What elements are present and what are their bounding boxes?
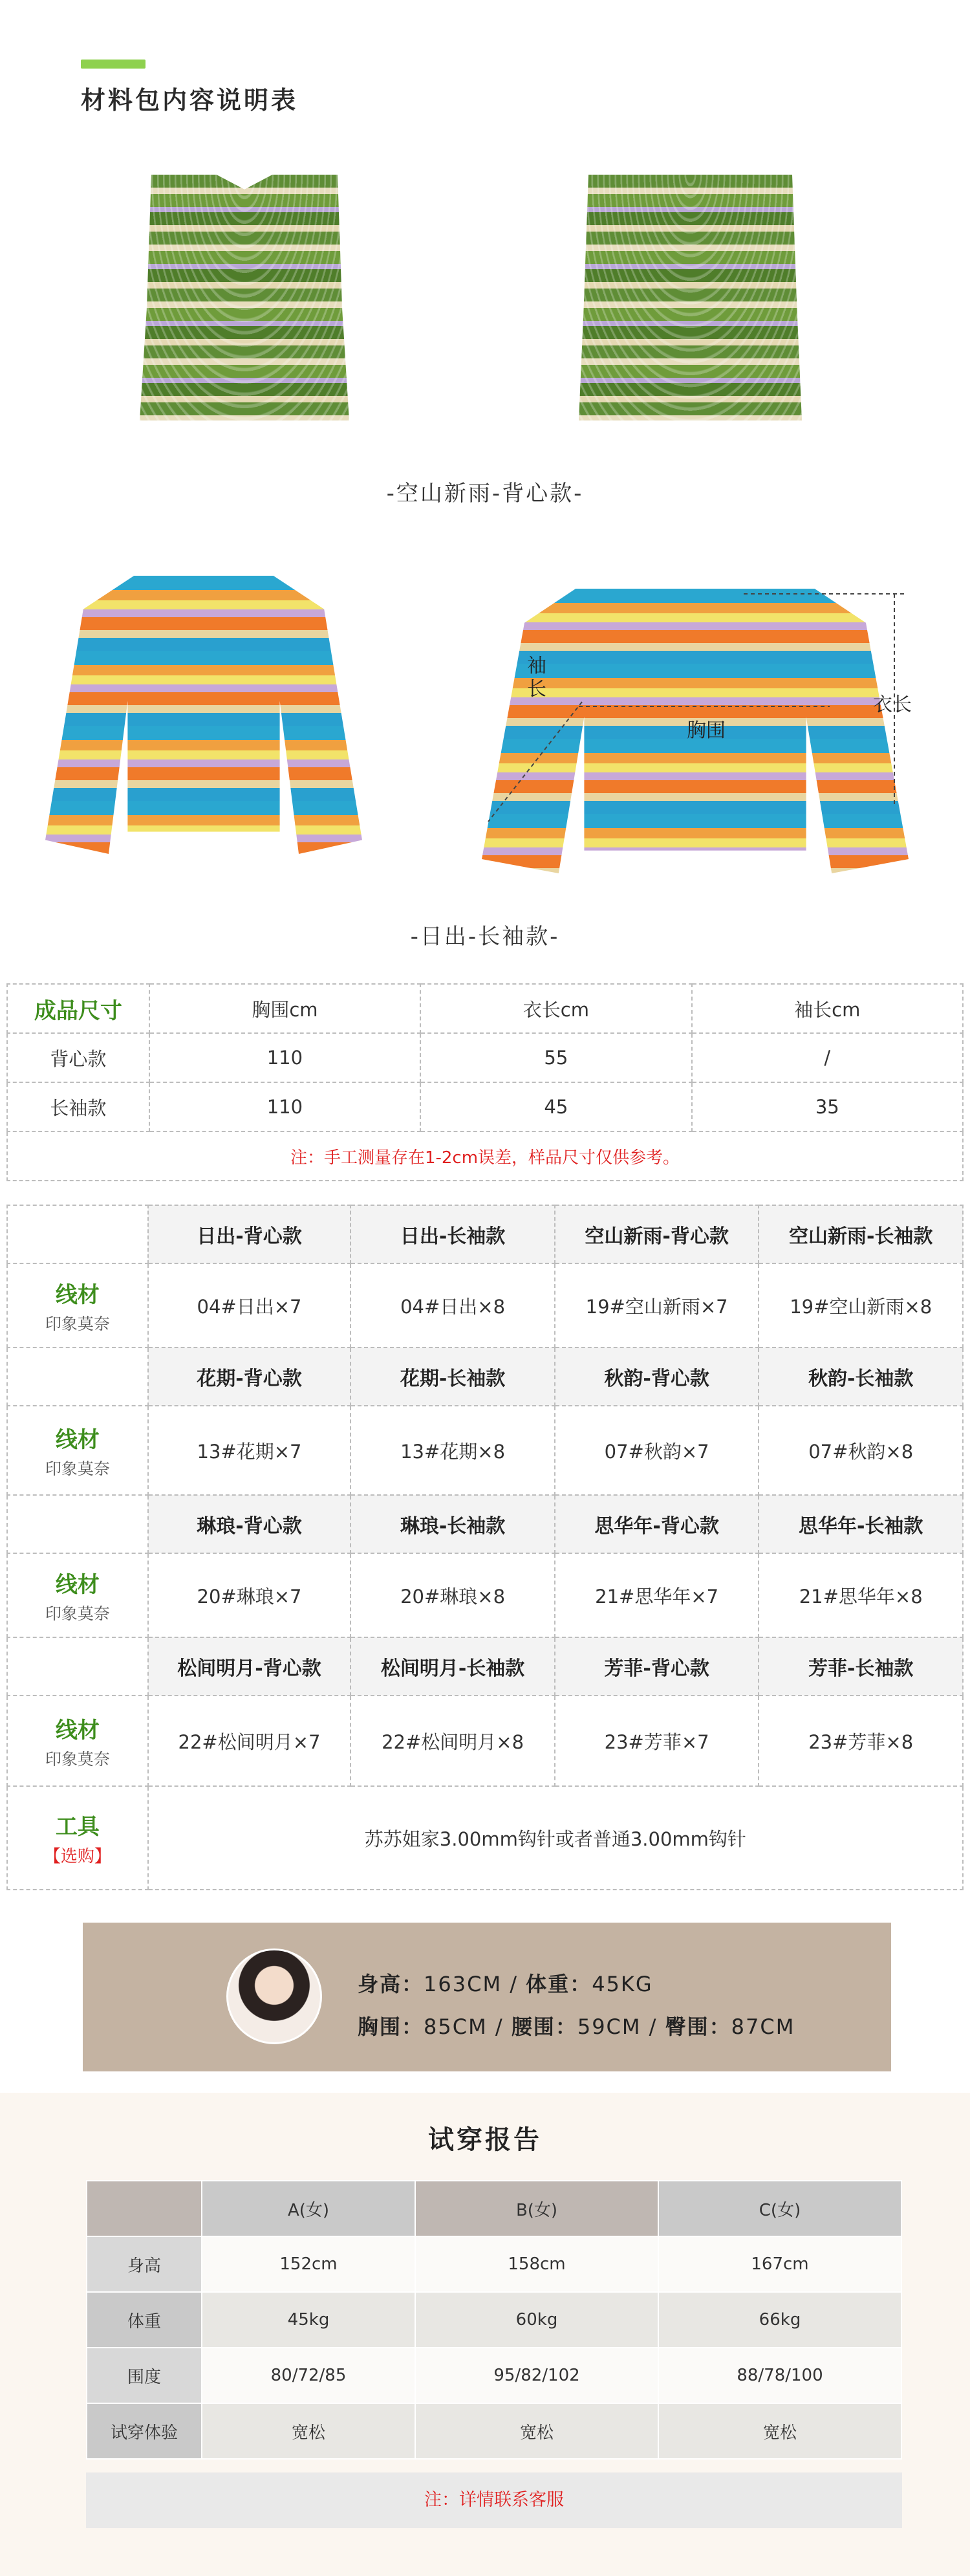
table-row (87, 2236, 901, 2292)
size-cell: 55 (420, 1033, 691, 1082)
hip-key: 臀围： (665, 2014, 731, 2039)
report-cell: 宽松 (658, 2403, 901, 2459)
size-row-label: 背心款 (7, 1033, 149, 1082)
material-value: 04#日出×8 (350, 1263, 555, 1348)
chest-key: 胸围： (358, 2014, 424, 2039)
separator: / (641, 2014, 665, 2039)
yarn-label-cell (7, 1406, 148, 1495)
report-cell: 45kg (202, 2292, 415, 2348)
empty-cell (7, 1348, 148, 1406)
material-value: 13#花期×8 (350, 1406, 555, 1495)
material-value: 22#松间明月×7 (148, 1696, 351, 1786)
material-header: 琳琅-背心款 (148, 1495, 351, 1553)
size-header-title: 成品尺寸 (7, 984, 149, 1033)
yarn-brand: 印象莫奈 (45, 1314, 110, 1333)
waist-value: 59CM (577, 2014, 641, 2039)
empty-cell (7, 1637, 148, 1696)
size-table-header (7, 984, 963, 1033)
material-header: 空山新雨-背心款 (555, 1205, 759, 1263)
size-header-chest: 胸围cm (149, 984, 420, 1033)
height-value: 163CM (424, 1972, 502, 1996)
material-value: 19#空山新雨×8 (759, 1263, 963, 1348)
material-header: 琳琅-长袖款 (350, 1495, 555, 1553)
material-header: 思华年-背心款 (555, 1495, 759, 1553)
material-value-row (7, 1553, 963, 1637)
separator: / (487, 2014, 512, 2039)
report-title: 试穿报告 (428, 2125, 542, 2155)
model-line-2 (358, 2011, 795, 2040)
table-row (7, 1033, 963, 1082)
size-cell: 35 (692, 1082, 963, 1131)
tool-purchase-link[interactable]: 【选购】 (43, 1847, 111, 1866)
report-table (86, 2180, 902, 2460)
report-cell: 158cm (415, 2236, 658, 2292)
size-note: 注：手工测量存在1-2cm误差，样品尺寸仅供参考。 (7, 1131, 963, 1181)
model-card (83, 1923, 891, 2071)
report-corner (87, 2181, 202, 2236)
size-header-sleeve: 袖长cm (692, 984, 963, 1033)
material-value-row (7, 1696, 963, 1786)
table-row (7, 1131, 963, 1181)
material-value: 23#芳菲×8 (759, 1696, 963, 1786)
material-value-row (7, 1263, 963, 1348)
size-header-length: 衣长cm (420, 984, 691, 1033)
section-title: 材料包内容说明表 (81, 86, 299, 115)
height-key: 身高： (358, 1972, 424, 1996)
table-row (87, 2348, 901, 2403)
material-value: 22#松间明月×8 (350, 1696, 555, 1786)
report-row-label: 身高 (87, 2236, 202, 2292)
measurement-lines (0, 0, 970, 970)
material-header: 秋韵-背心款 (555, 1348, 759, 1406)
report-col-c: C(女) (658, 2181, 901, 2236)
empty-cell (7, 1495, 148, 1553)
table-row (87, 2403, 901, 2459)
tool-value: 苏苏姐家3.00mm钩针或者普通3.00mm钩针 (148, 1786, 963, 1890)
report-cell: 152cm (202, 2236, 415, 2292)
tool-label: 工具 (55, 1814, 100, 1840)
yarn-label: 线材 (55, 1717, 100, 1743)
yarn-label: 线材 (55, 1571, 100, 1598)
yarn-label-cell (7, 1696, 148, 1786)
material-value: 13#花期×7 (148, 1406, 351, 1495)
yarn-brand: 印象莫奈 (45, 1749, 110, 1769)
yarn-brand: 印象莫奈 (45, 1604, 110, 1623)
report-note: 注：详情联系客服 (86, 2472, 902, 2528)
report-cell: 宽松 (202, 2403, 415, 2459)
report-row-label: 围度 (87, 2348, 202, 2403)
material-value: 20#琳琅×8 (350, 1553, 555, 1637)
material-value: 04#日出×7 (148, 1263, 351, 1348)
material-header: 花期-背心款 (148, 1348, 351, 1406)
report-header-row (87, 2181, 901, 2236)
report-cell: 66kg (658, 2292, 901, 2348)
report-col-b: B(女) (415, 2181, 658, 2236)
material-value: 07#秋韵×7 (555, 1406, 759, 1495)
sleeve-guide (488, 702, 582, 822)
material-header: 日出-背心款 (148, 1205, 351, 1263)
material-header: 松间明月-长袖款 (350, 1637, 555, 1696)
material-header: 日出-长袖款 (350, 1205, 555, 1263)
material-header: 空山新雨-长袖款 (759, 1205, 963, 1263)
report-col-a: A(女) (202, 2181, 415, 2236)
table-row (7, 1082, 963, 1131)
material-header-row (7, 1637, 963, 1696)
size-cell: 45 (420, 1082, 691, 1131)
yarn-label-cell (7, 1553, 148, 1637)
empty-cell (7, 1205, 148, 1263)
yarn-label: 线材 (55, 1426, 100, 1453)
report-cell: 60kg (415, 2292, 658, 2348)
length-label: 衣长 (873, 693, 912, 716)
tool-label-cell (7, 1786, 148, 1890)
report-cell: 宽松 (415, 2403, 658, 2459)
hip-value: 87CM (731, 2014, 795, 2039)
material-value-row (7, 1406, 963, 1495)
material-header: 思华年-长袖款 (759, 1495, 963, 1553)
yarn-label: 线材 (55, 1282, 100, 1308)
material-header-row (7, 1495, 963, 1553)
yarn-brand: 印象莫奈 (45, 1459, 110, 1478)
size-cell: 110 (149, 1082, 420, 1131)
sleeve-caption: -日出-长袖款- (410, 924, 560, 950)
material-value: 21#思华年×8 (759, 1553, 963, 1637)
separator: / (502, 1972, 526, 1996)
material-header: 松间明月-背心款 (148, 1637, 351, 1696)
material-value: 23#芳菲×7 (555, 1696, 759, 1786)
size-cell: 110 (149, 1033, 420, 1082)
report-cell: 88/78/100 (658, 2348, 901, 2403)
sleeve-length-label: 袖长 (527, 655, 546, 701)
material-header: 芳菲-长袖款 (759, 1637, 963, 1696)
tool-row (7, 1786, 963, 1890)
material-value: 20#琳琅×7 (148, 1553, 351, 1637)
material-value: 07#秋韵×8 (759, 1406, 963, 1495)
weight-value: 45KG (592, 1972, 653, 1996)
report-cell: 167cm (658, 2236, 901, 2292)
table-row (87, 2292, 901, 2348)
size-cell: / (692, 1033, 963, 1082)
model-avatar (226, 1948, 322, 2044)
material-value: 21#思华年×7 (555, 1553, 759, 1637)
material-table (6, 1205, 964, 1890)
size-row-label: 长袖款 (7, 1082, 149, 1131)
chest-label: 胸围 (687, 719, 726, 742)
model-line-1 (358, 1968, 653, 1998)
material-header: 花期-长袖款 (350, 1348, 555, 1406)
chest-value: 85CM (424, 2014, 488, 2039)
size-table (6, 983, 964, 1181)
material-header-row (7, 1348, 963, 1406)
material-header: 芳菲-背心款 (555, 1637, 759, 1696)
report-row-label: 体重 (87, 2292, 202, 2348)
report-cell: 80/72/85 (202, 2348, 415, 2403)
material-header-row (7, 1205, 963, 1263)
yarn-label-cell (7, 1263, 148, 1348)
report-row-label: 试穿体验 (87, 2403, 202, 2459)
waist-key: 腰围： (511, 2014, 577, 2039)
report-cell: 95/82/102 (415, 2348, 658, 2403)
material-header: 秋韵-长袖款 (759, 1348, 963, 1406)
weight-key: 体重： (526, 1972, 592, 1996)
vest-caption: -空山新雨-背心款- (386, 481, 584, 507)
material-value: 19#空山新雨×7 (555, 1263, 759, 1348)
